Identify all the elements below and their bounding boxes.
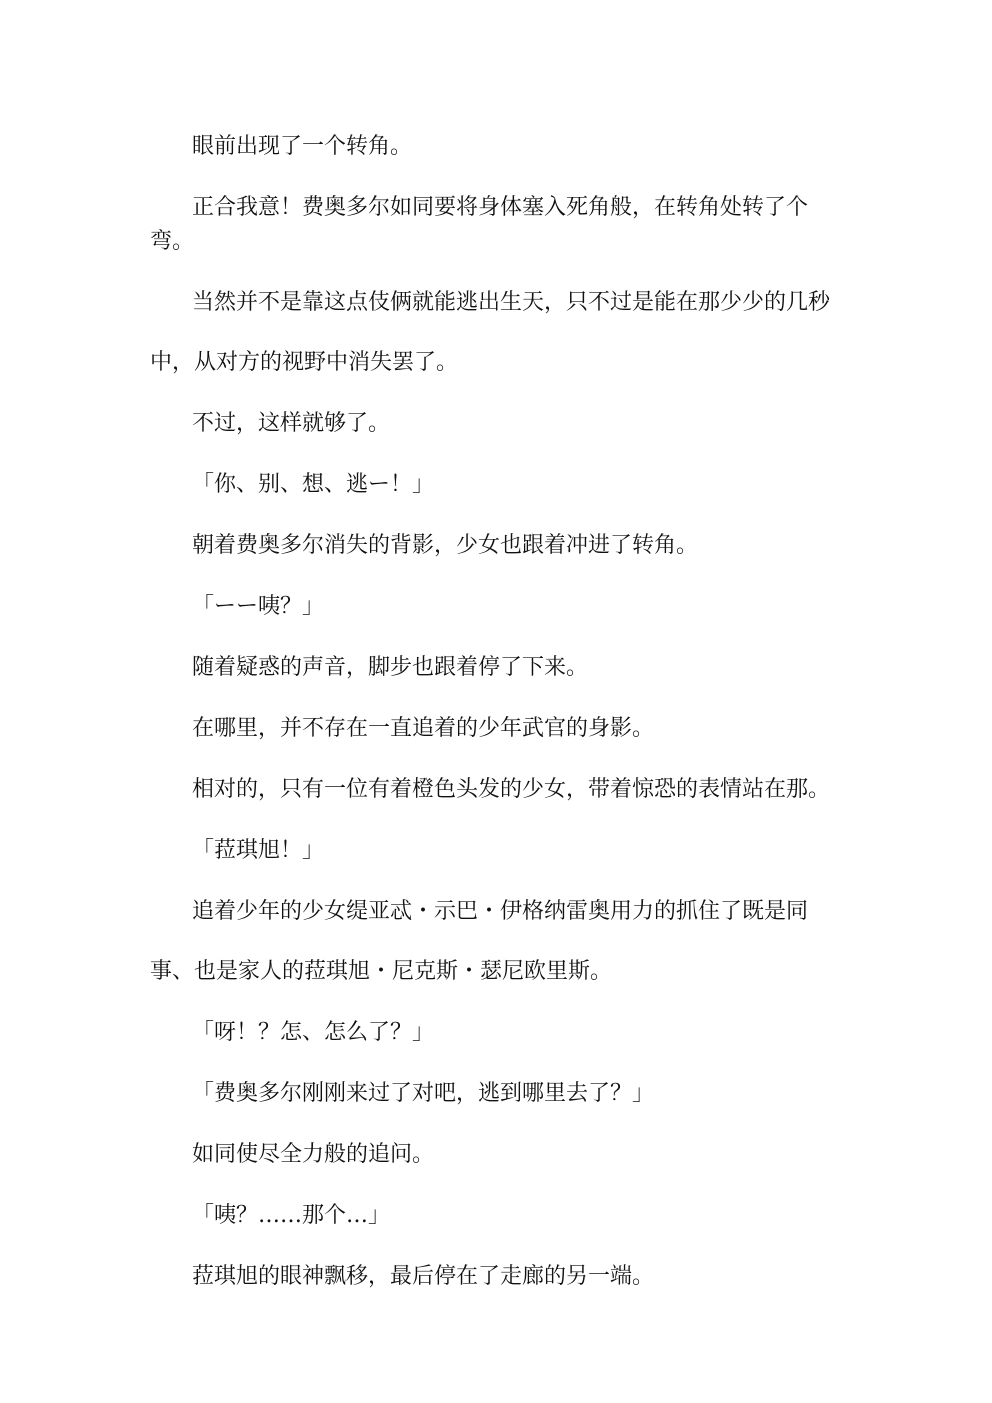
paragraph: 当然并不是靠这点伎俩就能逃出生天，只不过是能在那少少的几秒中，从对方的视野中消失罢了。 bbox=[150, 290, 831, 375]
paragraph: 相对的，只有一位有着橙色头发的少女，带着惊恐的表情站在那。 bbox=[192, 777, 831, 802]
paragraph: 眼前出现了一个转角。 bbox=[192, 134, 413, 159]
paragraph: 正合我意！费奥多尔如同要将身体塞入死角般，在转角处转了个弯。 bbox=[150, 195, 809, 254]
paragraph: 「ーー咦？」 bbox=[192, 594, 325, 619]
paragraph: 朝着费奥多尔消失的背影，少女也跟着冲进了转角。 bbox=[192, 533, 699, 558]
paragraph: 随着疑惑的声音，脚步也跟着停了下来。 bbox=[192, 655, 589, 680]
paragraph: 菈琪旭的眼神飘移，最后停在了走廊的另一端。 bbox=[192, 1264, 655, 1289]
paragraph: 「菈琪旭！」 bbox=[192, 838, 325, 863]
paragraph: 在哪里，并不存在一直追着的少年武官的身影。 bbox=[192, 716, 655, 741]
paragraph: 追着少年的少女缇亚忒・示巴・伊格纳雷奥用力的抓住了既是同事、也是家人的菈琪旭・尼克斯・瑟尼欧里斯。 bbox=[150, 899, 809, 984]
paragraph: 「呀！？怎、怎么了？」 bbox=[192, 1020, 435, 1045]
paragraph: 「费奥多尔刚刚来过了对吧，逃到哪里去了？」 bbox=[192, 1081, 655, 1106]
paragraph: 「咦？……那个…」 bbox=[192, 1203, 391, 1228]
body-text bbox=[150, 130, 850, 1321]
paragraph: 如同使尽全力般的追问。 bbox=[192, 1142, 435, 1167]
paragraph: 「你、别、想、逃ー！」 bbox=[192, 472, 435, 497]
paragraph: 不过，这样就够了。 bbox=[192, 411, 391, 436]
